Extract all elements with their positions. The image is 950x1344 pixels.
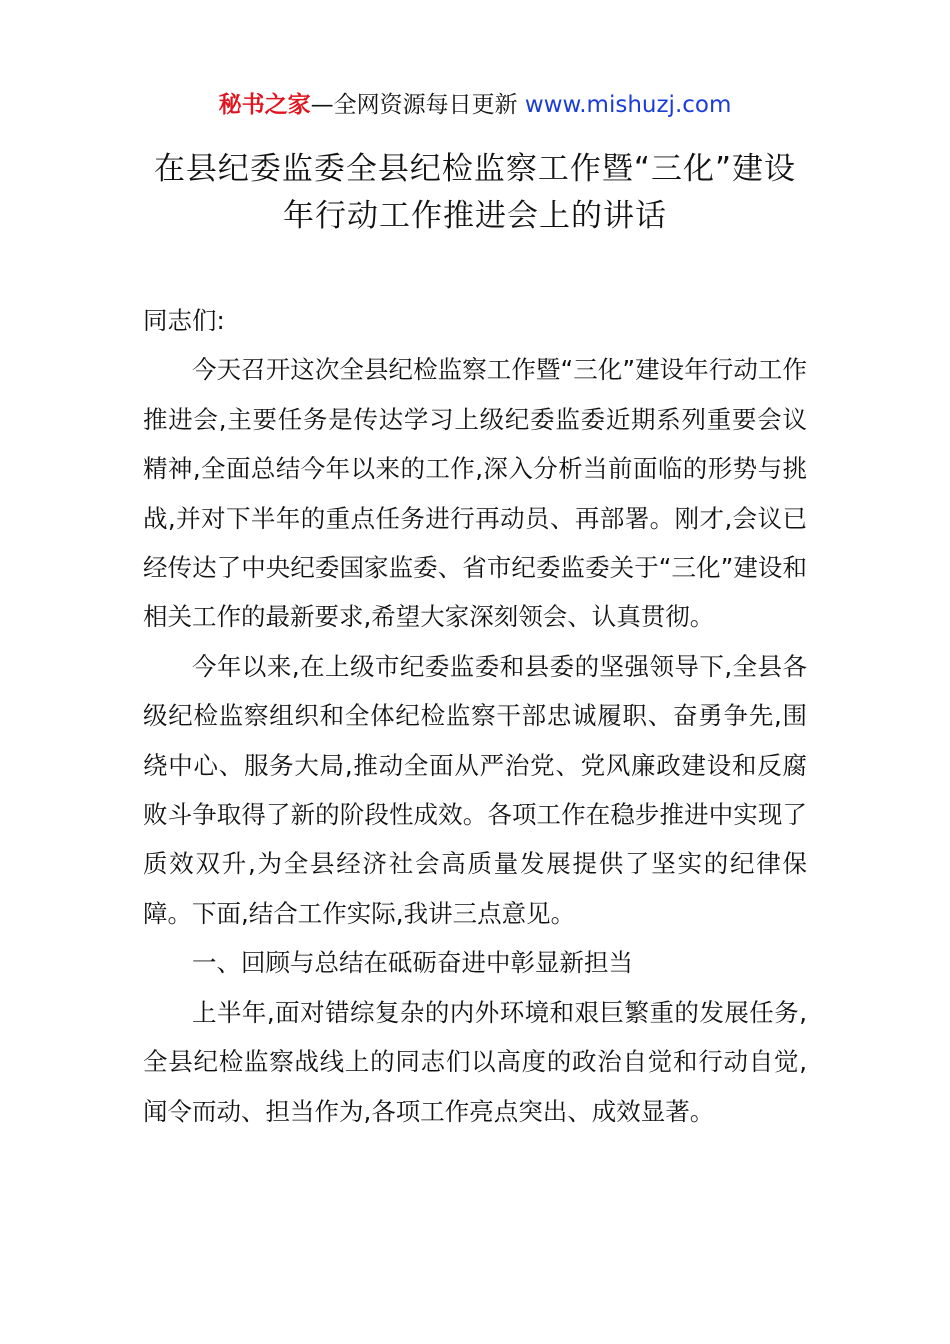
brand-name: 秘书之家 [218, 92, 311, 118]
site-url-link[interactable]: www.mishuzj.com [524, 92, 732, 118]
header-tagline: —全网资源每日更新 [310, 92, 518, 118]
paragraph-1: 今天召开这次全县纪检监察工作暨“三化”建设年行动工作推进会,主要任务是传达学习上级纪委监委近期系列重要会议精神,全面总结今年以来的工作,深入分析当前面临的形势与挑战,并对下半年的重点任务进行再动员、再部署。刚才,会议已经传达了中央纪委国家监委、省市纪委监委关于“三化”建设和相关工作的最新要求,希望大家深刻领会、认真贯彻。 [143, 355, 807, 632]
paragraph-3: 上半年,面对错综复杂的内外环境和艰巨繁重的发展任务,全县纪检监察战线上的同志们以高度的政治自觉和行动自觉,闻令而动、担当作为,各项工作亮点突出、成效显著。 [143, 997, 807, 1126]
salutation: 同志们: [143, 306, 225, 335]
paragraph-2: 今年以来,在上级市纪委监委和县委的坚强领导下,全县各级纪检监察组织和全体纪检监察干部忠诚履职、奋勇争先,围绕中心、服务大局,推动全面从严治党、党风廉政建设和反腐败斗争取得了新的阶段性成效。各项工作在稳步推进中实现了质效双升,为全县经济社会高质量发展提供了坚实的纪律保障。下面,结合工作实际,我讲三点意见。 [143, 651, 807, 928]
site-header [0, 88, 950, 122]
document-title: 在县纪委监委全县纪检监察工作暨“三化”建设年行动工作推进会上的讲话 [153, 151, 797, 234]
section-heading-1: 一、回顾与总结在砥砺奋进中彰显新担当 [192, 948, 633, 978]
document-body [143, 296, 807, 1136]
